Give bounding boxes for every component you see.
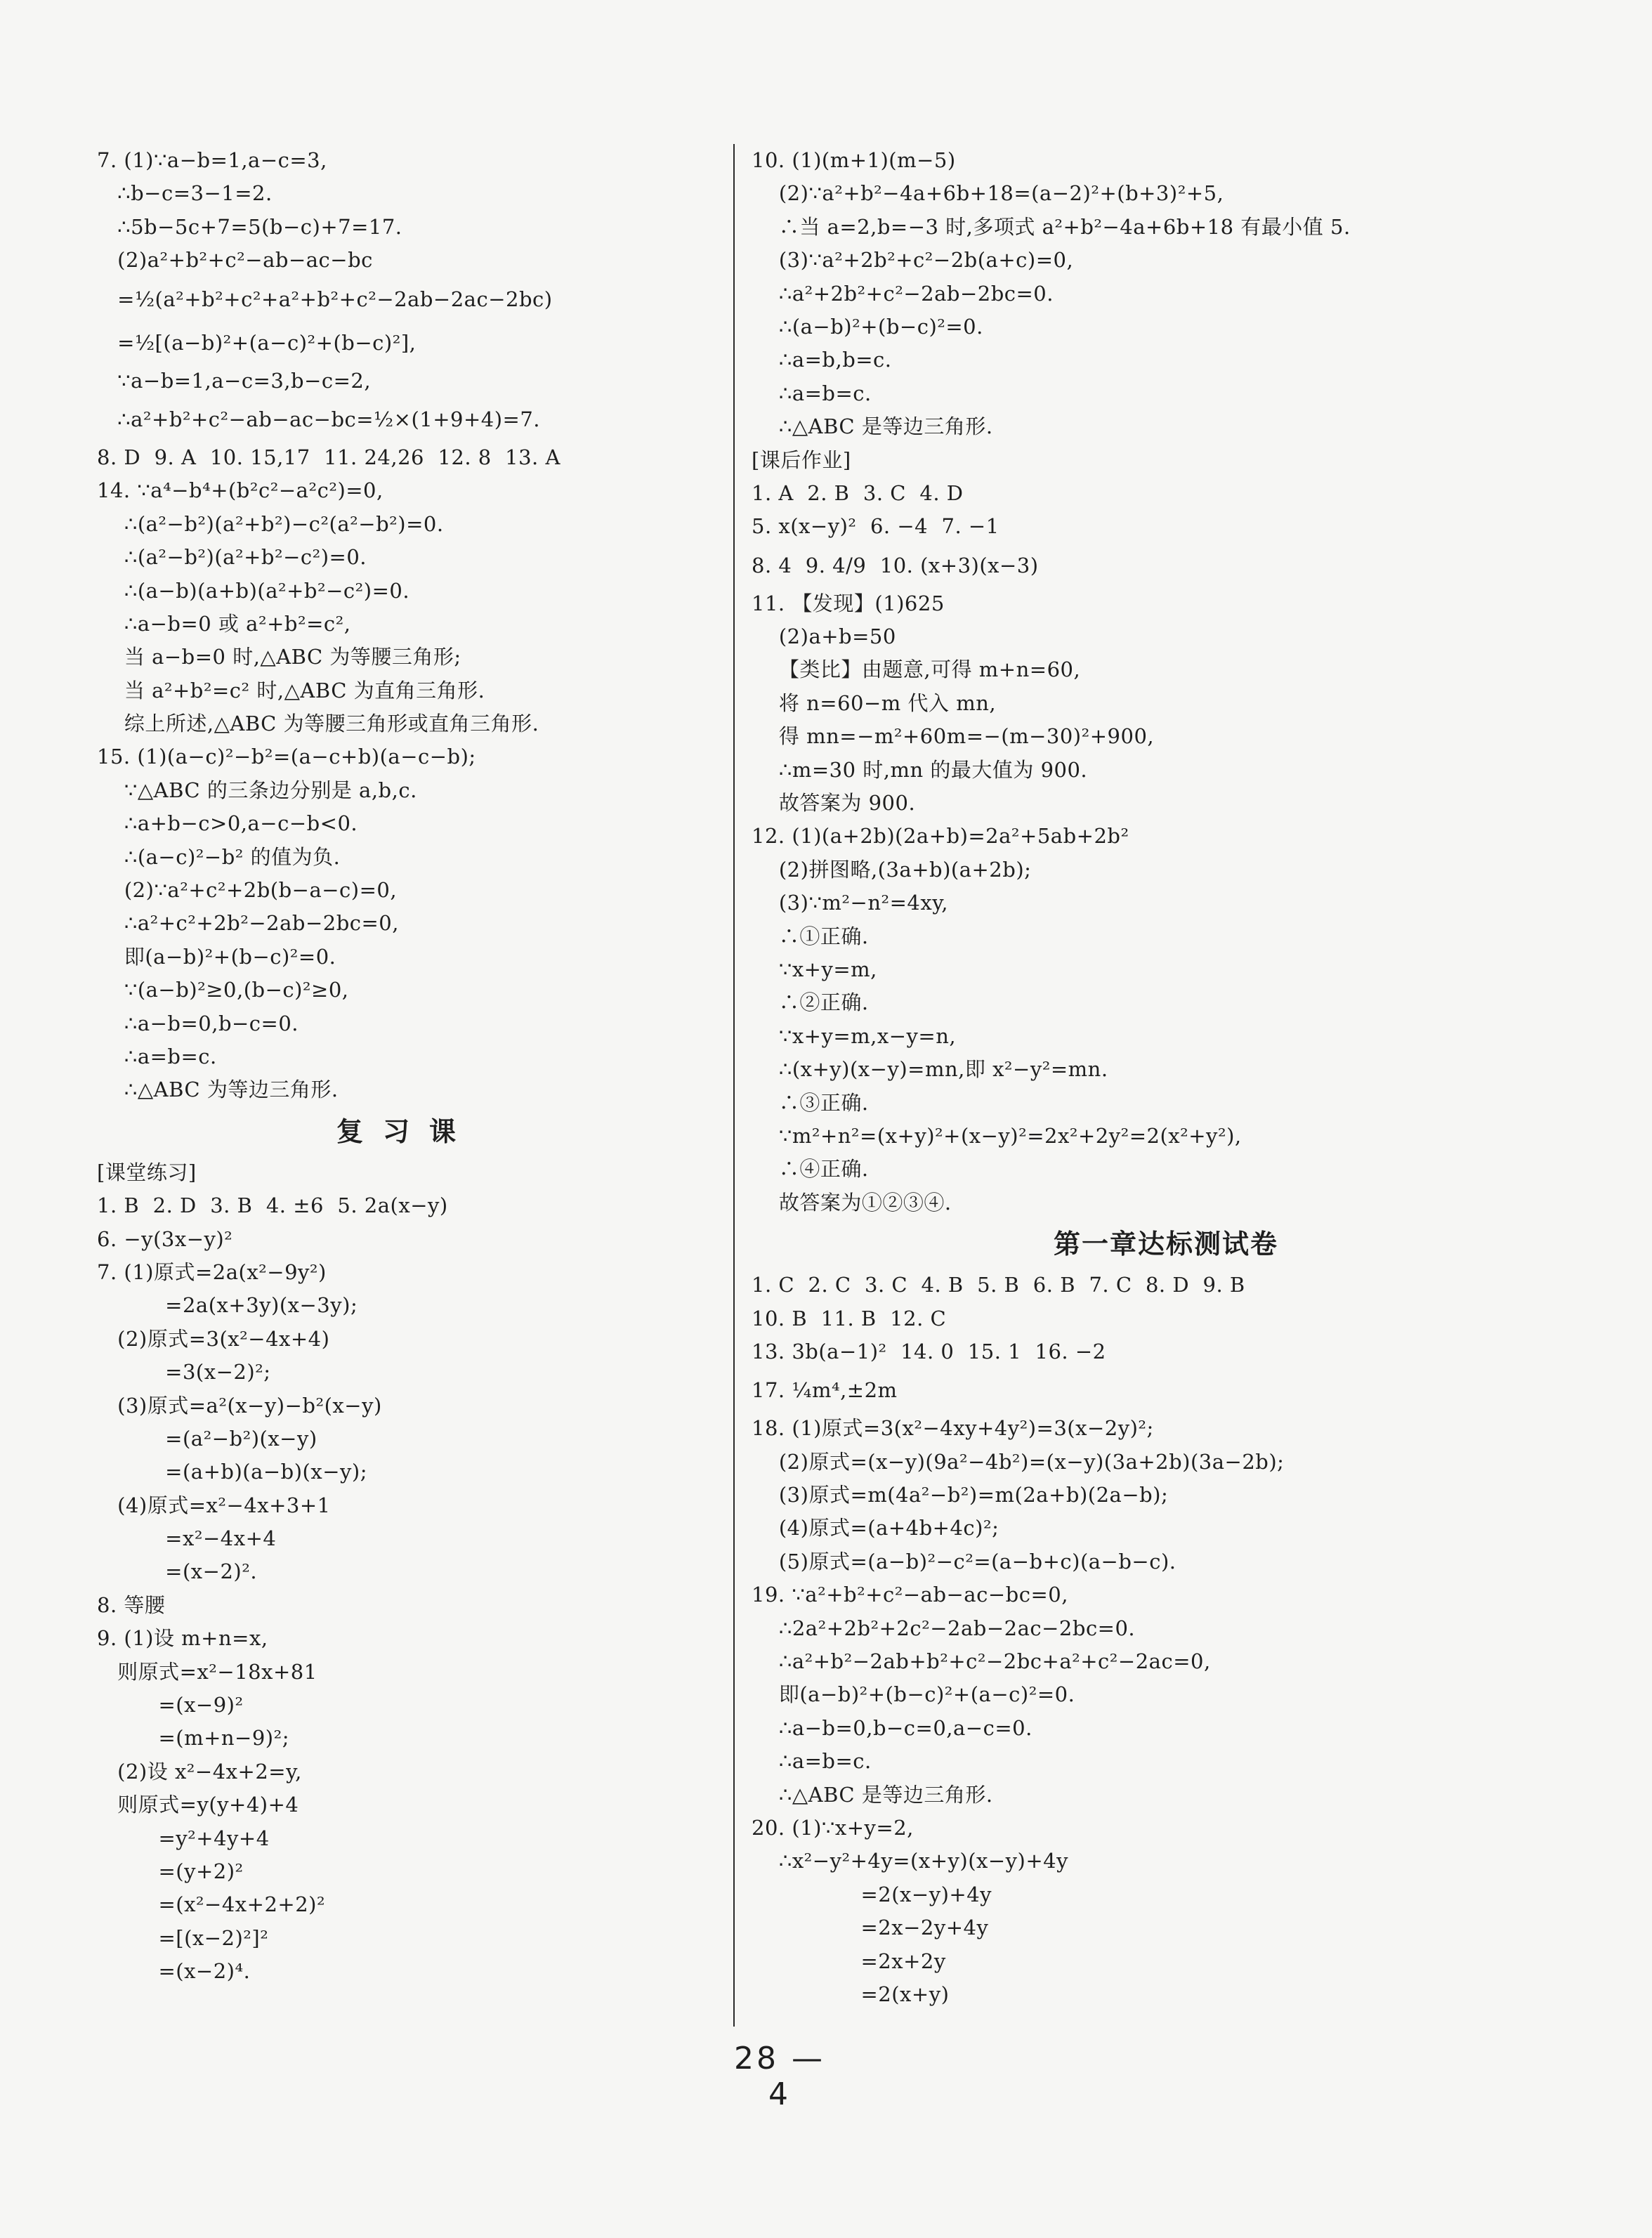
answer-line: 8. 等腰: [97, 1592, 166, 1617]
answer-line: ∴2a²+2b²+2c²−2ab−2ac−2bc=0.: [752, 1616, 1136, 1640]
answer-line: ∴a+b−c>0,a−c−b<0.: [97, 811, 358, 836]
answer-line: =(x−2)².: [97, 1559, 258, 1584]
answer-line: ∴5b−5c+7=5(b−c)+7=17.: [97, 214, 402, 239]
answer-line: ∴△ABC 为等边三角形.: [97, 1078, 339, 1102]
right-chapter-test: [752, 1269, 1580, 2011]
answer-line: ∴a²+b²+c²−ab−ac−bc=½×(1+9+4)=7.: [97, 407, 541, 431]
answer-line: =[(x−2)²]²: [97, 1925, 269, 1950]
answer-line: [课堂练习]: [97, 1160, 197, 1184]
left-column: [97, 144, 715, 1989]
answer-line: 7. (1)原式=2a(x²−9y²): [97, 1259, 327, 1284]
answer-line: =3(x−2)²;: [97, 1360, 271, 1385]
answer-line: ∴m=30 时,mn 的最大值为 900.: [752, 757, 1088, 782]
answer-line: ∴a=b=c.: [97, 1044, 217, 1068]
section-title-review: 复习课: [336, 1115, 476, 1147]
answer-line: ∴当 a=2,b=−3 时,多项式 a²+b²−4a+6b+18 有最小值 5.: [752, 214, 1351, 239]
answer-line: (4)原式=x²−4x+3+1: [97, 1493, 331, 1517]
answer-line: ∴△ABC 是等边三角形.: [752, 414, 993, 439]
answer-line: 得 mn=−m²+60m=−(m−30)²+900,: [752, 724, 1155, 749]
answer-line: ∴x²−y²+4y=(x+y)(x−y)+4y: [752, 1849, 1069, 1873]
answer-line: ∵a−b=1,a−c=3,b−c=2,: [97, 368, 372, 393]
answer-line: 8. 4 9. 4/9 10. (x+3)(x−3): [752, 553, 1039, 577]
answer-line: (2)a+b=50: [752, 624, 896, 649]
answer-line: 1. B 2. D 3. B 4. ±6 5. 2a(x−y): [97, 1193, 448, 1218]
answer-line: 即(a−b)²+(b−c)²=0.: [97, 944, 336, 969]
answer-line: (4)原式=(a+4b+4c)²;: [752, 1516, 999, 1540]
answer-line: =2(x+y): [752, 1982, 950, 2006]
answer-line: 11. 【发现】(1)625: [752, 591, 945, 615]
answer-line: =(x−9)²: [97, 1693, 244, 1717]
right-column: [752, 144, 1580, 2011]
answer-line: =(m+n−9)²;: [97, 1726, 290, 1751]
answer-line: =2x+2y: [752, 1949, 946, 1973]
answer-line: =½[(a−b)²+(a−c)²+(b−c)²],: [97, 330, 417, 355]
answer-line: =(x²−4x+2+2)²: [97, 1892, 326, 1917]
answer-line: ∴(a−c)²−b² 的值为负.: [97, 844, 341, 869]
answer-line: 15. (1)(a−c)²−b²=(a−c+b)(a−c−b);: [97, 745, 476, 769]
answer-line: (2)a²+b²+c²−ab−ac−bc: [97, 248, 373, 273]
answer-line: =2x−2y+4y: [752, 1916, 989, 1940]
answer-line: =(a+b)(a−b)(x−y);: [97, 1460, 367, 1484]
answer-line: (2)∵a²+c²+2b(b−a−c)=0,: [97, 878, 398, 903]
answer-line: 20. (1)∵x+y=2,: [752, 1815, 914, 1840]
answer-line: ∴a=b=c.: [752, 381, 872, 405]
answer-line: (3)原式=m(4a²−b²)=m(2a+b)(2a−b);: [752, 1483, 1169, 1507]
answer-line: 1. C 2. C 3. C 4. B 5. B 6. B 7. C 8. D 9. B: [752, 1273, 1245, 1297]
answer-line: ∴b−c=3−1=2.: [97, 181, 273, 206]
answer-line: (2)原式=(x−y)(9a²−4b²)=(x−y)(3a+2b)(3a−2b);: [752, 1449, 1285, 1474]
answer-line: 综上所述,△ABC 为等腰三角形或直角三角形.: [97, 712, 539, 736]
answer-line: 12. (1)(a+2b)(2a+b)=2a²+5ab+2b²: [752, 824, 1129, 849]
answer-line: ∴①正确.: [752, 924, 869, 948]
answer-line: =½(a²+b²+c²+a²+b²+c²−2ab−2ac−2bc): [97, 287, 553, 311]
answer-line: 【类比】由题意,可得 m+n=60,: [752, 657, 1081, 682]
right-solutions: [752, 144, 1580, 1219]
answer-line: ∴a=b,b=c.: [752, 348, 892, 372]
answer-line: ∴(a−b)²+(b−c)²=0.: [752, 314, 983, 339]
answer-line: 18. (1)原式=3(x²−4xy+4y²)=3(x−2y)²;: [752, 1416, 1154, 1441]
answer-line: (2)∵a²+b²−4a+6b+18=(a−2)²+(b+3)²+5,: [752, 181, 1224, 206]
answer-line: (3)原式=a²(x−y)−b²(x−y): [97, 1393, 382, 1418]
answer-line: =(y+2)²: [97, 1859, 244, 1883]
answer-line: =x²−4x+4: [97, 1526, 277, 1551]
answer-line: 即(a−b)²+(b−c)²+(a−c)²=0.: [752, 1682, 1075, 1707]
answer-line: ∴a−b=0 或 a²+b²=c²,: [97, 611, 351, 636]
answer-line: ∴(a−b)(a+b)(a²+b²−c²)=0.: [97, 578, 410, 603]
section-title-chapter-test: 第一章达标测试卷: [1053, 1229, 1278, 1260]
answer-line: ∵△ABC 的三条边分别是 a,b,c.: [97, 778, 417, 802]
page-number: 28 — 4: [734, 2041, 825, 2112]
answer-line: 14. ∵a⁴−b⁴+(b²c²−a²c²)=0,: [97, 478, 383, 503]
answer-line: =2a(x+3y)(x−3y);: [97, 1293, 358, 1318]
answer-line: ∵(a−b)²≥0,(b−c)²≥0,: [97, 978, 349, 1002]
answer-line: 则原式=y(y+4)+4: [97, 1793, 299, 1817]
answer-line: 则原式=x²−18x+81: [97, 1659, 317, 1684]
answer-line: ∴a²+c²+2b²−2ab−2bc=0,: [97, 911, 399, 936]
answer-line: 6. −y(3x−y)²: [97, 1226, 233, 1251]
answer-line: ∴②正确.: [752, 990, 869, 1015]
answer-line: ∴③正确.: [752, 1090, 869, 1115]
answer-line: 19. ∵a²+b²+c²−ab−ac−bc=0,: [752, 1583, 1068, 1607]
answer-line: ∴△ABC 是等边三角形.: [752, 1782, 993, 1807]
answer-line: (2)原式=3(x²−4x+4): [97, 1326, 330, 1351]
answer-line: ∴④正确.: [752, 1157, 869, 1182]
answer-line: ∴a−b=0,b−c=0,a−c=0.: [752, 1715, 1032, 1740]
answer-line: 将 n=60−m 代入 mn,: [752, 691, 997, 715]
answer-line: ∴a=b=c.: [752, 1749, 872, 1774]
left-solutions: [97, 144, 715, 1107]
answer-line: 8. D 9. A 10. 15,17 11. 24,26 12. 8 13. A: [97, 445, 560, 469]
answer-line: ∴(a²−b²)(a²+b²−c²)=0.: [97, 545, 367, 570]
answer-line: ∴a²+b²−2ab+b²+c²−2bc+a²+c²−2ac=0,: [752, 1649, 1211, 1674]
answer-line: 9. (1)设 m+n=x,: [97, 1626, 268, 1651]
answer-line: ∴a−b=0,b−c=0.: [97, 1011, 299, 1035]
answer-line: (3)∵a²+2b²+c²−2b(a+c)=0,: [752, 248, 1074, 273]
answer-line: ∵x+y=m,: [752, 957, 877, 981]
answer-line: =(x−2)⁴.: [97, 1959, 251, 1984]
column-divider: [733, 144, 735, 2027]
left-classroom-practice: [97, 1156, 715, 1989]
answer-line: 10. B 11. B 12. C: [752, 1306, 947, 1330]
answer-line: 13. 3b(a−1)² 14. 0 15. 1 16. −2: [752, 1339, 1106, 1363]
answer-line: (2)设 x²−4x+2=y,: [97, 1759, 302, 1784]
answer-line: ∵m²+n²=(x+y)²+(x−y)²=2x²+2y²=2(x²+y²),: [752, 1123, 1242, 1148]
answer-line: 7. (1)∵a−b=1,a−c=3,: [97, 148, 327, 172]
answer-line: 当 a−b=0 时,△ABC 为等腰三角形;: [97, 645, 461, 669]
answer-line: 故答案为 900.: [752, 791, 916, 816]
answer-line: 5. x(x−y)² 6. −4 7. −1: [752, 514, 999, 539]
answer-line: (2)拼图略,(3a+b)(a+2b);: [752, 857, 1032, 882]
answer-line: ∵x+y=m,x−y=n,: [752, 1023, 957, 1048]
answer-line: ∴(a²−b²)(a²+b²)−c²(a²−b²)=0.: [97, 511, 444, 536]
answer-line: 10. (1)(m+1)(m−5): [752, 148, 956, 172]
answer-line: ∴a²+2b²+c²−2ab−2bc=0.: [752, 281, 1054, 306]
answer-line: 当 a²+b²=c² 时,△ABC 为直角三角形.: [97, 678, 485, 702]
answer-line: (5)原式=(a−b)²−c²=(a−b+c)(a−b−c).: [752, 1549, 1176, 1573]
answer-line: =y²+4y+4: [97, 1826, 270, 1850]
answer-line: =(a²−b²)(x−y): [97, 1426, 317, 1451]
answer-line: (3)∵m²−n²=4xy,: [752, 891, 948, 915]
answer-line: [课后作业]: [752, 447, 851, 472]
answer-line: =2(x−y)+4y: [752, 1882, 992, 1906]
answer-line: 1. A 2. B 3. C 4. D: [752, 480, 964, 505]
answer-line: 17. ¼m⁴,±2m: [752, 1378, 898, 1403]
answer-line: ∴(x+y)(x−y)=mn,即 x²−y²=mn.: [752, 1057, 1108, 1082]
answer-line: 故答案为①②③④.: [752, 1190, 952, 1215]
